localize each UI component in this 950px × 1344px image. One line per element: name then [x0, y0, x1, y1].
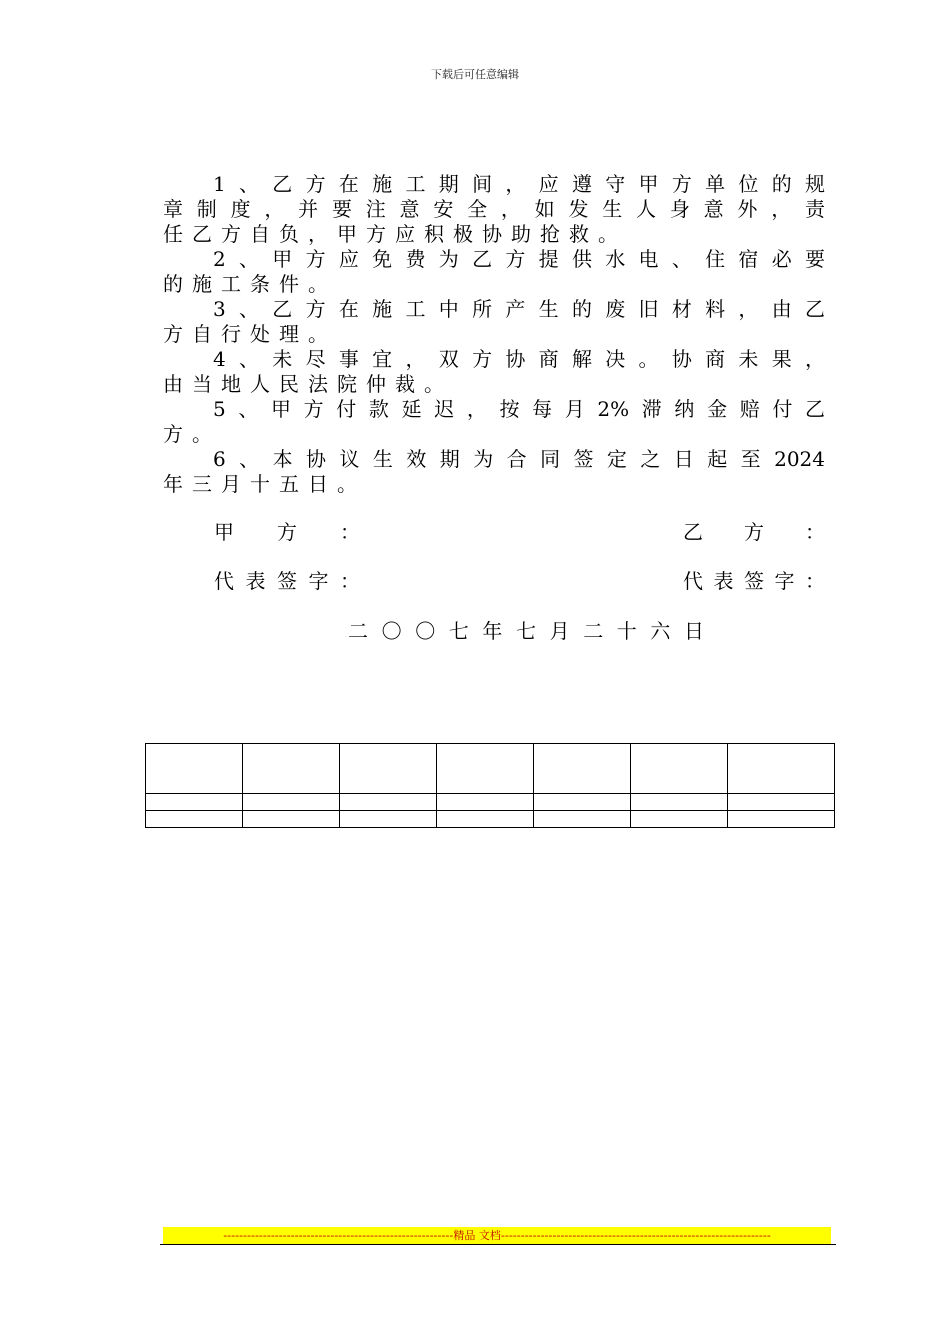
- clause-2: [163, 247, 825, 297]
- empty-table: [145, 743, 835, 828]
- table-row: [146, 811, 835, 828]
- clause-line: 任乙方自负，甲方应积极协助抢救。: [163, 222, 627, 246]
- table-cell: [243, 794, 340, 811]
- clause-4: [163, 347, 825, 397]
- table-cell: [728, 744, 835, 794]
- table-cell: [631, 811, 728, 828]
- table-cell: [437, 794, 534, 811]
- table-cell: [243, 811, 340, 828]
- clause-line: 的施工条件。: [163, 272, 337, 296]
- table-cell: [146, 744, 243, 794]
- page-header: 下载后可任意编辑: [431, 68, 519, 81]
- clause-line: 方。: [163, 422, 221, 446]
- clause-3: [163, 297, 825, 347]
- clause-line: 2、甲方应免费为乙方提供水电、住宿必要: [213, 247, 825, 271]
- footer-rule: [160, 1244, 836, 1245]
- table-cell: [437, 744, 534, 794]
- clause-line: 6、本协议生效期为合同签定之日起至2024: [213, 447, 825, 471]
- clause-5: [163, 397, 825, 447]
- table-cell: [631, 744, 728, 794]
- party-a-signature-label: 代表签字：: [214, 569, 360, 593]
- table-cell: [534, 811, 631, 828]
- clause-line: 3、乙方在施工中所产生的废旧材料，由乙: [213, 297, 825, 321]
- table-cell: [340, 811, 437, 828]
- table-cell: [534, 794, 631, 811]
- clause-line: 章制度，并要注意安全，如发生人身意外，责: [163, 197, 825, 221]
- table-cell: [728, 811, 835, 828]
- party-a-label: 甲方：: [214, 520, 360, 544]
- table-cell: [340, 794, 437, 811]
- table-cell: [243, 744, 340, 794]
- table-cell: [534, 744, 631, 794]
- signing-date: 二〇〇七年七月二十六日: [348, 619, 704, 643]
- table-row: [146, 744, 835, 794]
- clause-1: [163, 172, 825, 247]
- clause-line: 5、甲方付款延迟，按每月2%滞纳金赔付乙: [213, 397, 825, 421]
- table-row: [146, 794, 835, 811]
- clause-line: 年三月十五日。: [163, 472, 366, 496]
- table-cell: [728, 794, 835, 811]
- party-b-signature-label: 代表签字：: [683, 569, 825, 593]
- party-b-label: 乙方：: [683, 520, 825, 544]
- footer-banner: ----------------------------------------------------------精品 文档--------------------------------------------------------------------: [163, 1227, 831, 1244]
- clause-line: 由当地人民法院仲裁。: [163, 372, 453, 396]
- table-cell: [437, 811, 534, 828]
- clause-list: [163, 172, 825, 497]
- table-cell: [146, 794, 243, 811]
- table-cell: [631, 794, 728, 811]
- table-cell: [340, 744, 437, 794]
- clause-6: [163, 447, 825, 497]
- clause-line: 4、未尽事宜，双方协商解决。协商未果，: [213, 347, 825, 371]
- table-cell: [146, 811, 243, 828]
- clause-line: 方自行处理。: [163, 322, 337, 346]
- clause-line: 1、乙方在施工期间，应遵守甲方单位的规: [213, 172, 825, 196]
